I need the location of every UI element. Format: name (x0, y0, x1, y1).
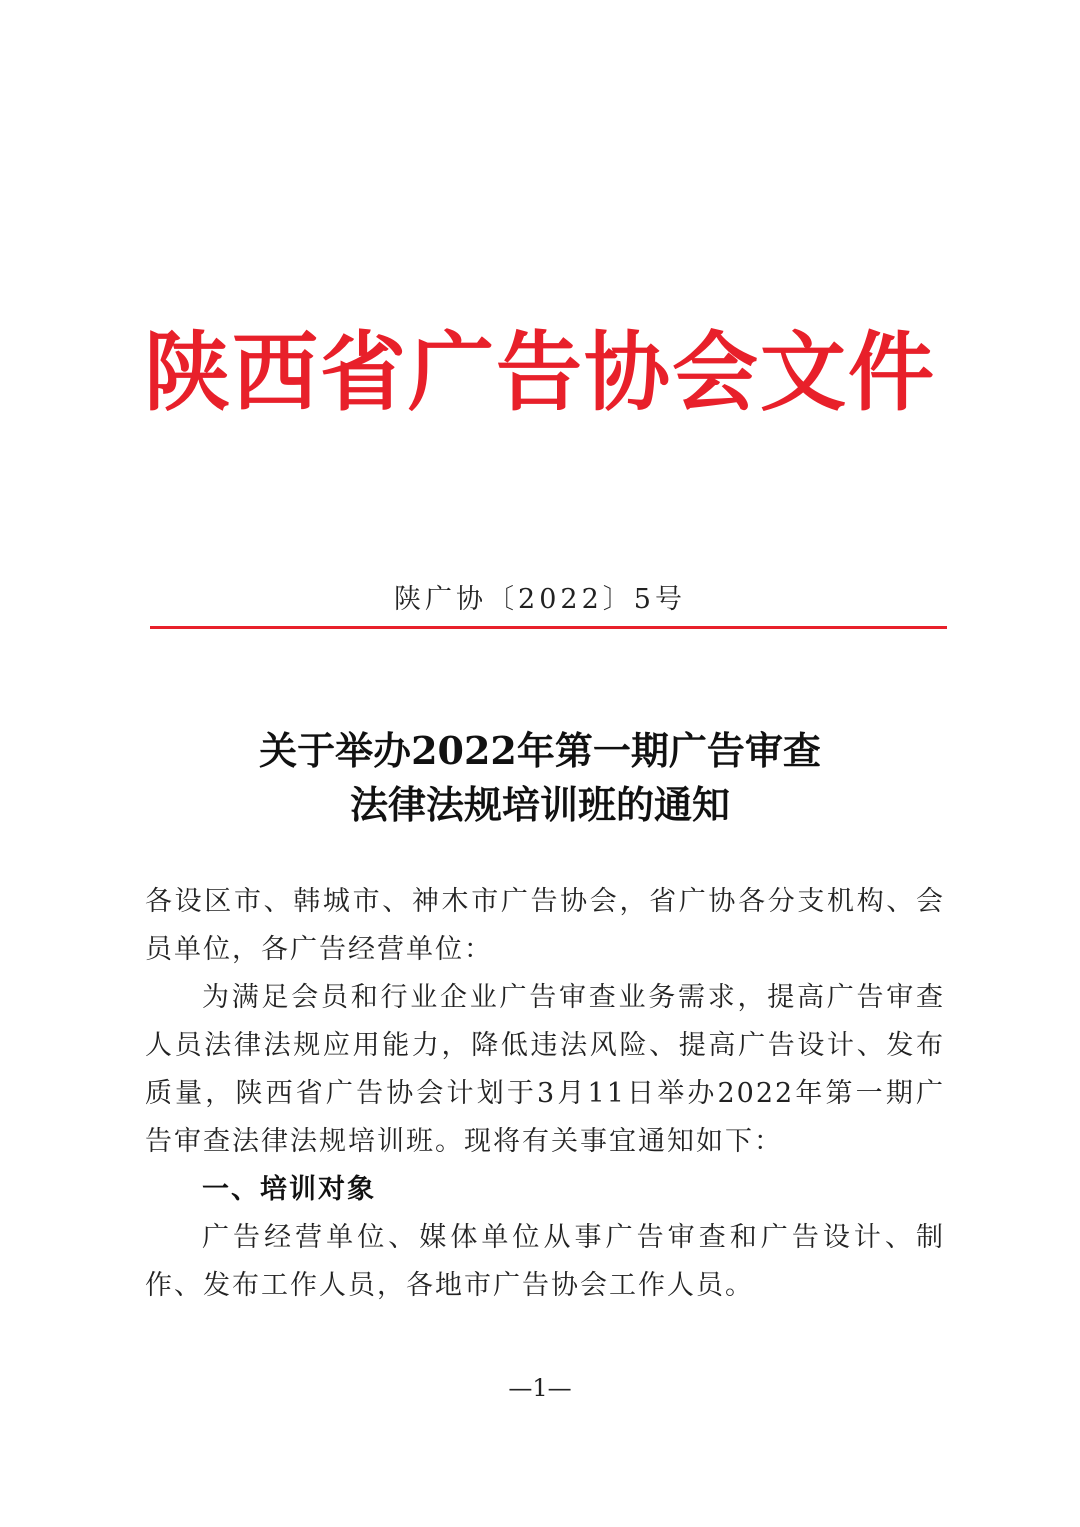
notice-title-line-1: 关于举办2022年第一期广告审查 (259, 728, 821, 773)
red-header-title: 陕西省广告协会文件 (144, 323, 936, 423)
notice-title-line-2: 法律法规培训班的通知 (349, 782, 730, 827)
intro-paragraph: 为满足会员和行业企业广告审查业务需求，提高广告审查人员法律法规应用能力，降低违法风险、提高广告设计、发布质量，陕西省广告协会计划于3月11日举办2022年第一期广告审查法律法规培训班。现将有关事宜通知如下： (145, 982, 945, 1157)
section-1-paragraph: 广告经营单位、媒体单位从事广告审查和广告设计、制作、发布工作人员，各地市广告协会工作人员。 (145, 1222, 945, 1301)
page-number: —1— (508, 1374, 572, 1402)
document-number: 陕广协〔2022〕5号 (394, 584, 686, 615)
section-heading-training-targets: 一、培训对象 (202, 1174, 376, 1205)
addressee-paragraph: 各设区市、韩城市、神木市广告协会，省广协各分支机构、会员单位，各广告经营单位： (145, 886, 945, 965)
red-divider-line (150, 626, 947, 629)
